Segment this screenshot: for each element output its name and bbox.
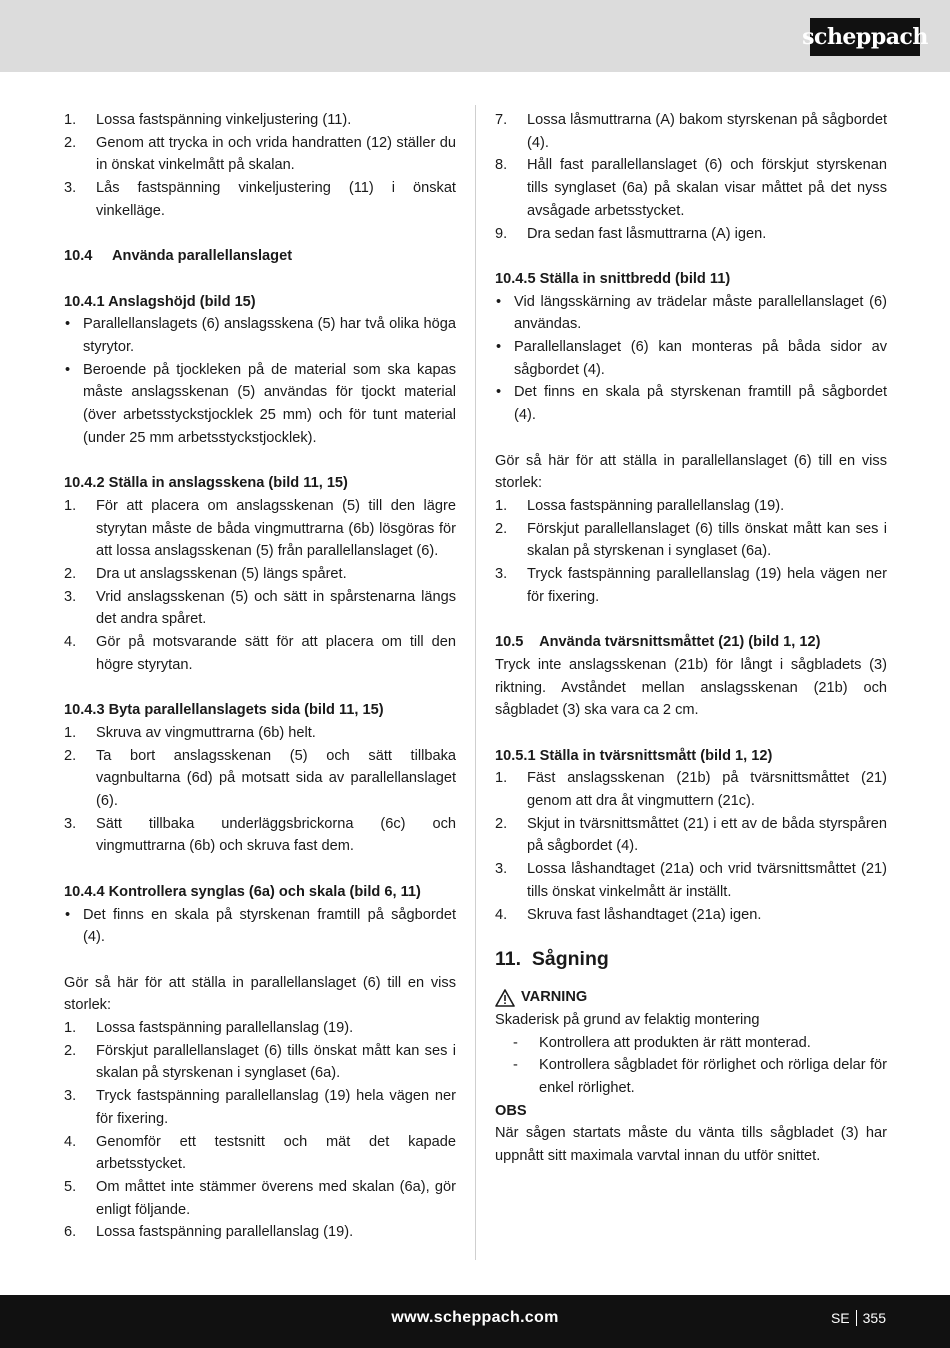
list-item: 3. Tryck fastspänning parallellanslag (19) hela vägen ner för fixering.	[495, 566, 887, 605]
page-number-value: 355	[862, 1310, 886, 1326]
language-code: SE	[830, 1310, 850, 1326]
chapter-heading-11: 11. Sågning	[495, 948, 609, 971]
list-item: 5. Om måttet inte stämmer överens med skalan (6a), gör enligt följande.	[64, 1178, 456, 1218]
bullet-item: • Vid längsskärning av trädelar måste parallellanslaget (6) användas.	[496, 293, 887, 333]
dash-item: - Kontrollera sågbladet för rörlighet och rörliga delar för enkel rörlighet.	[513, 1057, 887, 1097]
list-item: 9. Dra sedan fast låsmuttrarna (A) igen.	[495, 225, 767, 242]
list-item: 1. Lossa fastspänning parallellanslag (19).	[495, 497, 785, 514]
warning-heading: VARNING	[495, 986, 887, 1009]
obs-text: När sågen startats måste du vänta tills sågbladet (3) har uppnått sitt maximala varvtal innan du utför snittet.	[495, 1125, 887, 1165]
bullet-item: • Parallellanslaget (6) kan monteras på båda sidor av sågbordet (4).	[496, 339, 887, 378]
dash-item: - Kontrollera att produkten är rätt monterad.	[513, 1034, 811, 1051]
page-separator	[856, 1310, 857, 1326]
list-item: 1. För att placera om anslagsskenan (5) till den lägre styrytan måste de båda vingmuttrarna (6b) lösgöras för att lossa anslagsskenan (5) från parallellanslaget (6).	[64, 497, 456, 560]
scheppach-logo: scheppach	[810, 18, 920, 56]
paragraph: Gör så här för att ställa in parallellanslaget (6) till en viss storlek:	[495, 452, 887, 492]
section-heading-10-4-3: 10.4.3 Byta parallellanslagets sida (bild 11, 15)	[64, 702, 384, 719]
column-divider	[475, 105, 476, 1260]
list-item: 2. Förskjut parallellanslaget (6) tills önskat mått kan ses i skalan på styrskenan i synglaset (6a).	[64, 1042, 456, 1082]
bullet-item: • Det finns en skala på styrskenan framtill på sågbordet (4).	[65, 906, 456, 946]
list-item: 3. Tryck fastspänning parallellanslag (19) hela vägen ner för fixering.	[64, 1088, 456, 1127]
left-column	[64, 109, 456, 1244]
list-item: 2. Genom att trycka in och vrida handratten (12) ställer du in önskat vinkelmått på skalan.	[64, 134, 456, 174]
list-item: 2. Ta bort anslagsskenan (5) och sätt tillbaka vagnbultarna (6d) på motsatt sida av parallellanslaget (6).	[64, 747, 456, 810]
bullet-item: • Beroende på tjockleken på de material som ska kapas måste anslagsskenan (5) användas för tjockt material (över arbetsstyckstjocklek 25 mm) och för tunt material (under 25 mm arbetsstyckstjocklek).	[65, 361, 456, 446]
obs-label: OBS	[495, 1102, 527, 1119]
list-item: 2. Skjut in tvärsnittsmåttet (21) i ett av de båda styrspåren på sågbordet (4).	[495, 815, 887, 855]
bullet-item: • Det finns en skala på styrskenan framtill på sågbordet (4).	[496, 384, 887, 424]
website-url: www.scheppach.com	[391, 1309, 559, 1326]
paragraph: Gör så här för att ställa in parallellanslaget (6) till en viss storlek:	[64, 974, 456, 1014]
warning-triangle-icon	[495, 989, 515, 1007]
list-item: 4. Genomför ett testsnitt och mät det kapade arbetsstycket.	[64, 1133, 456, 1173]
right-column	[495, 109, 887, 1168]
page-footer	[0, 1295, 950, 1348]
list-item: 6. Lossa fastspänning parallellanslag (19).	[64, 1224, 354, 1241]
list-item: 7. Lossa låsmuttrarna (A) bakom styrskenan på sågbordet (4).	[495, 112, 887, 151]
page-number	[831, 1310, 886, 1326]
section-heading-10-4-2: 10.4.2 Ställa in anslagsskena (bild 11, 15)	[64, 475, 348, 492]
section-heading-10-4-5: 10.4.5 Ställa in snittbredd (bild 11)	[495, 270, 731, 287]
angle-steps-list	[64, 109, 456, 223]
section-heading-10-5-1: 10.5.1 Ställa in tvärsnittsmått (bild 1, 12)	[495, 747, 773, 764]
section-heading-10-4-1: 10.4.1 Anslagshöjd (bild 15)	[64, 293, 256, 310]
bullet-item: • Parallellanslagets (6) anslagsskena (5) har två olika höga styrytor.	[65, 316, 456, 355]
page-header	[0, 0, 950, 72]
list-item: 3. Sätt tillbaka underläggsbrickorna (6c) och vingmuttrarna (6b) och skruva fast dem.	[64, 815, 456, 855]
list-item: 2. Förskjut parallellanslaget (6) tills önskat mått kan ses i skalan på styrskenan i synglaset (6a).	[495, 520, 887, 560]
paragraph: Tryck inte anslagsskenan (21b) för långt i sågbladets (3) riktning. Avståndet mellan anslagsskenan (21b) och sågbladet (3) ska vara ca 2 cm.	[495, 656, 887, 719]
section-heading-10-4: 10.4 Använda parallellanslaget	[64, 248, 293, 265]
list-item: 1. Skruva av vingmuttrarna (6b) helt.	[64, 724, 316, 741]
list-item: 4. Gör på motsvarande sätt för att placera om till den högre styrytan.	[64, 634, 456, 673]
list-item: 8. Håll fast parallellanslaget (6) och förskjut styrskenan tills synglaset (6a) på skalan visar måttet på det nyss avsågade arbetsstycket.	[495, 157, 887, 219]
section-heading-10-4-4: 10.4.4 Kontrollera synglas (6a) och skala (bild 6, 11)	[64, 883, 421, 900]
list-item: 4. Skruva fast låshandtaget (21a) igen.	[495, 906, 762, 923]
list-item: 1. Lossa fastspänning vinkeljustering (11).	[64, 112, 352, 128]
list-item: 2. Dra ut anslagsskenan (5) längs spåret.	[64, 566, 347, 583]
list-item: 3. Vrid anslagsskenan (5) och sätt in spårstenarna längs det andra spåret.	[64, 588, 456, 628]
list-item: 1. Fäst anslagsskenan (21b) på tvärsnittsmåttet (21) genom att dra åt vingmuttern (21c).	[495, 770, 887, 810]
list-item: 1. Lossa fastspänning parallellanslag (19).	[64, 1020, 354, 1037]
list-item: 3. Lås fastspänning vinkeljustering (11) i önskat vinkelläge.	[64, 180, 456, 219]
list-item: 3. Lossa låshandtaget (21a) och vrid tvärsnittsmåttet (21) tills önskat vinkelmått är inställt.	[495, 861, 887, 900]
warning-text: Skaderisk på grund av felaktig montering	[495, 1011, 760, 1028]
section-heading-10-5: 10.5 Använda tvärsnittsmåttet (21) (bild 1, 12)	[495, 634, 821, 651]
